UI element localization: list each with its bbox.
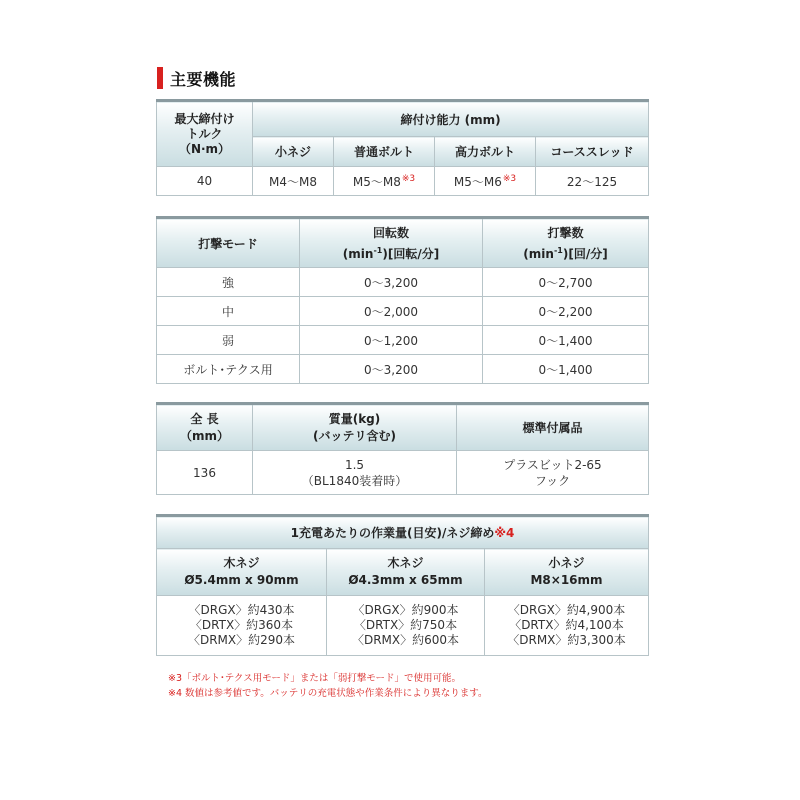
capacity-table [156, 99, 649, 196]
workload-title: 1充電あたりの作業量(目安)/ネジ締め※4 [157, 516, 649, 549]
rpm-value: 0～1,200 [300, 326, 483, 355]
small-screw-value: M4～M8 [253, 167, 334, 196]
small-screw-m8-values: 〈DRGX〉約4,900本 〈DRTX〉約4,100本 〈DRMX〉約3,300本 [485, 596, 649, 656]
title-accent-bar [157, 67, 163, 89]
table-row [157, 268, 649, 297]
note3-mark: ※3 [502, 173, 517, 184]
workload-table [156, 514, 649, 656]
mode-bolt-tex: ボルト･テクス用 [157, 355, 300, 384]
table-row [157, 326, 649, 355]
coarse-thread-header: コーススレッド [536, 137, 649, 167]
wood-screw-54-header: 木ネジ Ø5.4mm x 90mm [157, 549, 327, 596]
mode-weak: 弱 [157, 326, 300, 355]
rpm-value: 0～3,200 [300, 355, 483, 384]
mass-header: 質量(kg) (バッテリ含む) [253, 404, 457, 451]
small-screw-m8-header: 小ネジ M8×16mm [485, 549, 649, 596]
max-torque-header: 最大締付け トルク （N·m） [157, 101, 253, 167]
accessories-header: 標準付属品 [457, 404, 649, 451]
section-title-text: 主要機能 [170, 69, 237, 89]
wood-screw-54-values: 〈DRGX〉約430本 〈DRTX〉約360本 〈DRMX〉約290本 [157, 596, 327, 656]
wood-screw-43-header: 木ネジ Ø4.3mm x 65mm [327, 549, 485, 596]
dimensions-table [156, 402, 649, 495]
small-screw-header: 小ネジ [253, 137, 334, 167]
footnote-4: ※4 数値は参考値です。バッテリの充電状態や作業条件により異なります。 [168, 688, 488, 699]
high-tension-bolt-header: 高力ボルト [435, 137, 536, 167]
footnote-3: ※3「ボルト･テクス用モード」または「弱打撃モード」で使用可能。 [168, 673, 462, 684]
torque-value: 40 [157, 167, 253, 196]
normal-bolt-cell [334, 167, 435, 196]
capacity-group-header: 締付け能力 (mm) [253, 101, 649, 137]
length-header: 全 長 （mm） [157, 404, 253, 451]
ipm-value: 0～2,700 [483, 268, 649, 297]
ipm-header: 打撃数 $(\min^{-1})$[回/分] [483, 218, 649, 268]
mode-medium: 中 [157, 297, 300, 326]
rpm-value: 0～2,000 [300, 297, 483, 326]
table-row [157, 297, 649, 326]
note4-mark: ※4 [494, 526, 515, 540]
mode-strong: 強 [157, 268, 300, 297]
normal-bolt-value: M5～M8 [352, 174, 401, 189]
normal-bolt-header: 普通ボルト [334, 137, 435, 167]
high-tension-bolt-cell [435, 167, 536, 196]
accessories-value: プラスビット2-65 フック [457, 451, 649, 495]
mode-header: 打撃モード [157, 218, 300, 268]
rpm-value: 0～3,200 [300, 268, 483, 297]
table-row [157, 355, 649, 384]
footnotes [168, 671, 488, 701]
ipm-value: 0～1,400 [483, 326, 649, 355]
high-tension-bolt-value: M5～M6 [453, 174, 502, 189]
wood-screw-43-values: 〈DRGX〉約900本 〈DRTX〉約750本 〈DRMX〉約600本 [327, 596, 485, 656]
rpm-header: 回転数 $(\min^{-1})$[回転/分] [300, 218, 483, 268]
ipm-value: 0～1,400 [483, 355, 649, 384]
impact-mode-table [156, 216, 649, 384]
mass-value: 1.5 （BL1840装着時） [253, 451, 457, 495]
coarse-thread-value: 22～125 [536, 167, 649, 196]
ipm-value: 0～2,200 [483, 297, 649, 326]
length-value: 136 [157, 451, 253, 495]
section-title [157, 66, 236, 90]
note3-mark: ※3 [401, 173, 416, 184]
